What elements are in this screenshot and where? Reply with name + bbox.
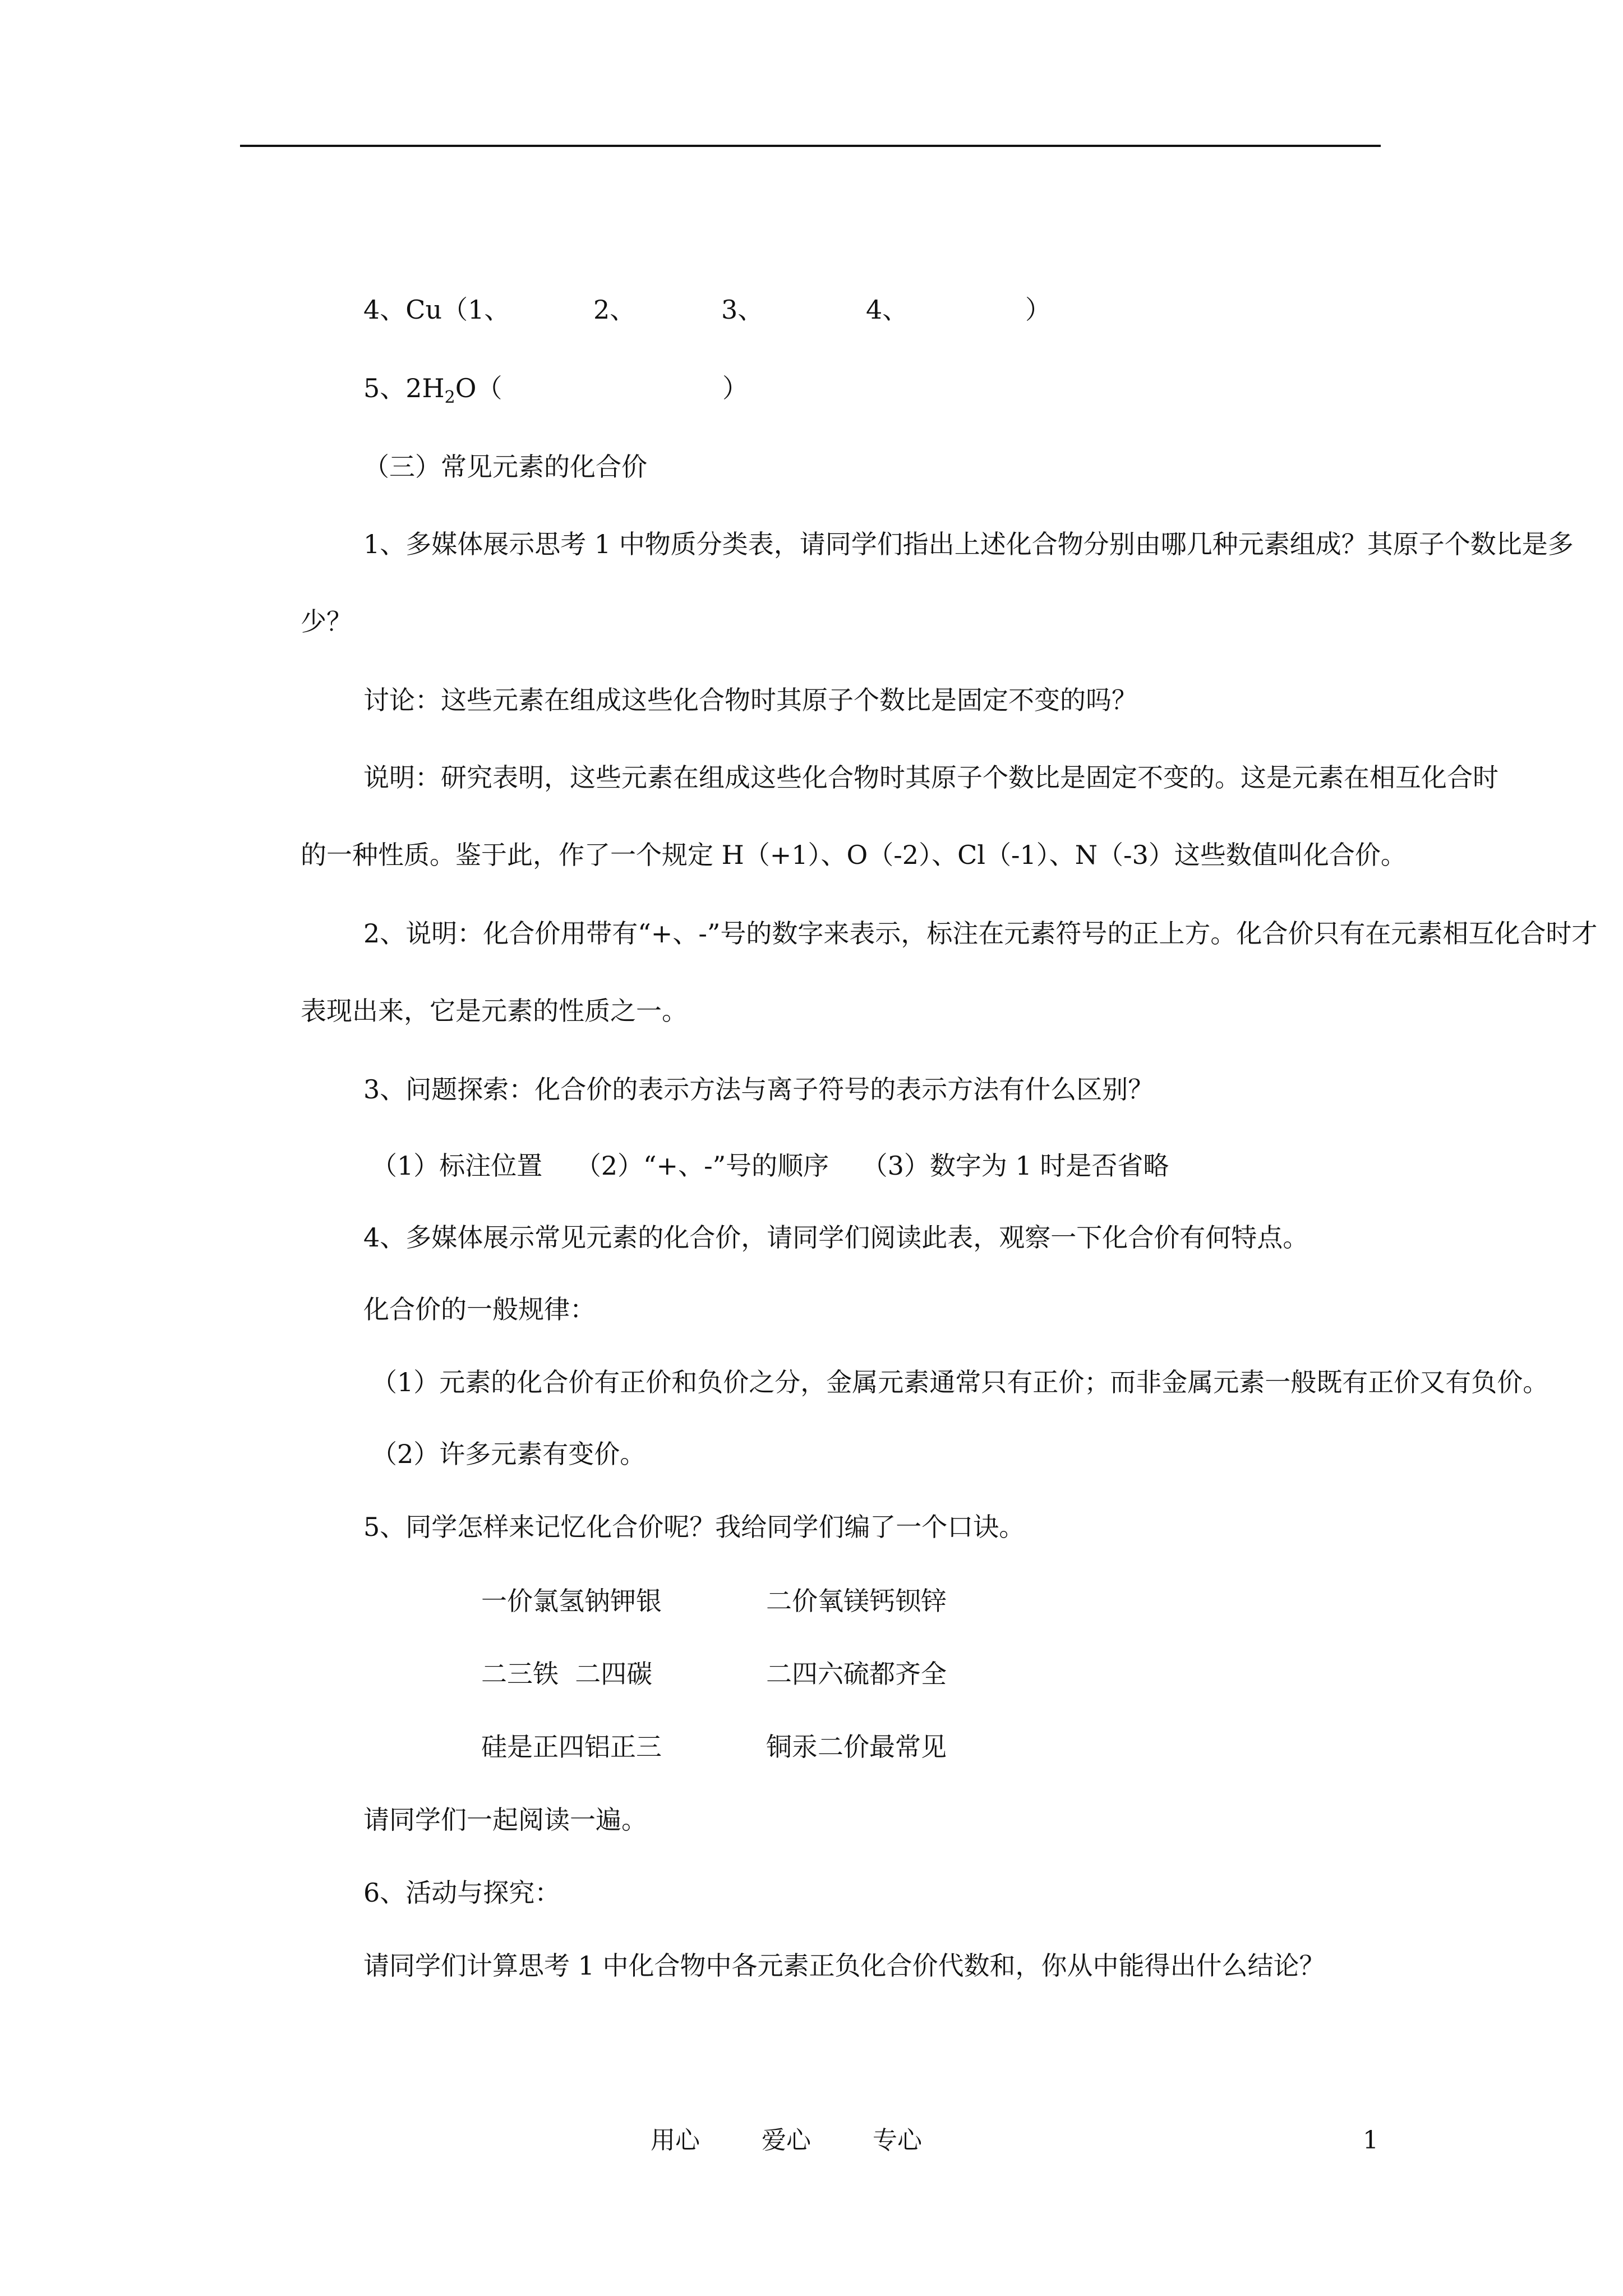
item-cu [363,293,1092,326]
mnemonic-1b: 二价氧镁钙钡锌 [766,1586,947,1616]
mnemonic-line-3 [481,1730,1042,1764]
item-cu-label: 4、Cu（1、 [363,295,510,325]
item-cu-blank-3: 3、 [721,295,764,325]
item-h2o-close: ） [722,373,748,403]
page-number: 1 [1363,2126,1378,2155]
paragraph-2b: 表现出来，它是元素的性质之一。 [301,996,688,1026]
item-h2o-post: O（ [455,373,502,403]
paragraph-5: 5、同学怎样来记忆化合价呢？我给同学们编了一个口诀。 [363,1512,1025,1542]
mnemonic-2b: 二四六硫都齐全 [766,1659,947,1689]
discussion: 讨论：这些元素在组成这些化合物时其原子个数比是固定不变的吗？ [363,685,1137,715]
mnemonic-line-1 [481,1584,1042,1618]
paragraph-3-list: （1）标注位置 （2）“+、-”号的顺序 （3）数字为 1 时是否省略 [371,1151,1169,1181]
explanation-b: 的一种性质。鉴于此，作了一个规定 H（+1）、O（-2）、Cl（-1）、N（-3）这些数值叫化合价。 [301,840,1407,870]
paragraph-6: 6、活动与探究： [363,1878,561,1908]
paragraph-1b: 少？ [301,606,352,637]
mnemonic-3a: 硅是正四铝正三 [481,1732,662,1762]
paragraph-2a: 2、说明：化合价用带有“+、-”号的数字来表示，标注在元素符号的正上方。化合价只有在元素相互化合时才 [363,918,1598,949]
read-together: 请同学们一起阅读一遍。 [363,1805,647,1835]
item-cu-close: ） [1025,295,1051,325]
paragraph-1a: 1、多媒体展示思考 1 中物质分类表，请同学们指出上述化合物分别由哪几种元素组成？其原子个数比是多 [363,529,1574,559]
item-h2o-pre: 5、2H [363,373,445,403]
rule-2: （2）许多元素有变价。 [371,1439,646,1469]
item-cu-blank-4: 4、 [866,295,909,325]
mnemonic-1a: 一价氯氢钠钾银 [481,1586,662,1616]
explanation-a: 说明：研究表明，这些元素在组成这些化合物时其原子个数比是固定不变的。这是元素在相互化合时 [363,762,1498,793]
section-heading: （三）常见元素的化合价 [363,452,647,482]
item-h2o-sub: 2 [444,388,455,407]
header-rule [240,145,1381,147]
mnemonic-2a: 二三铁 二四碳 [481,1659,653,1689]
paragraph-4: 4、多媒体展示常见元素的化合价，请同学们阅读此表，观察一下化合价有何特点。 [363,1222,1309,1253]
paragraph-3: 3、问题探索：化合价的表示方法与离子符号的表示方法有什么区别？ [363,1074,1154,1105]
item-cu-blank-2: 2、 [593,295,636,325]
rule-title: 化合价的一般规律： [363,1294,596,1324]
mnemonic-3b: 铜汞二价最常见 [766,1732,947,1762]
footer-word-3: 专心 [873,2126,922,2155]
footer-word-2: 爱心 [762,2126,811,2155]
mnemonic-line-2 [481,1657,1042,1691]
rule-1: （1）元素的化合价有正价和负价之分，金属元素通常只有正价；而非金属元素一般既有正价又有负价。 [371,1367,1549,1397]
item-h2o [363,371,756,405]
item-h2o-formula [363,371,502,409]
paragraph-6-text: 请同学们计算思考 1 中化合物中各元素正负化合价代数和，你从中能得出什么结论？ [363,1950,1325,1981]
footer-word-1: 用心 [651,2126,700,2155]
